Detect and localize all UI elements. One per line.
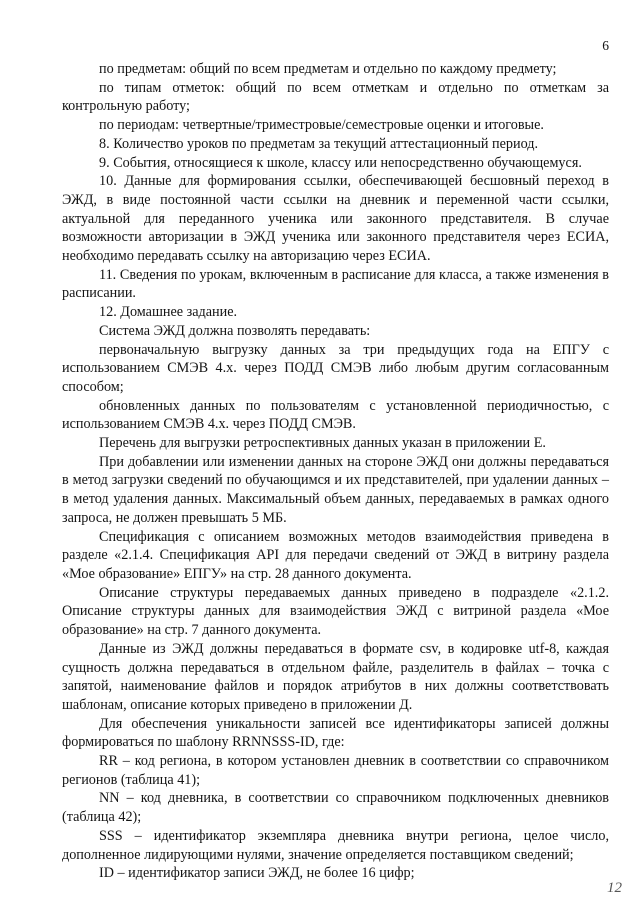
paragraph: Данные из ЭЖД должны передаваться в формате csv, в кодировке utf-8, каждая сущность должна передаваться в отдельном файле, разделитель в файлах – точка с запятой, наименование файлов и порядок атрибутов в них должны соответствовать шаблонам, описание которых приведено в приложении Д. bbox=[62, 640, 609, 713]
document-body bbox=[62, 60, 609, 883]
paragraph: RR – код региона, в котором установлен дневник в соответствии со справочником регионов (таблица 41); bbox=[62, 753, 609, 788]
paragraph: первоначальную выгрузку данных за три предыдущих года на ЕПГУ с использованием СМЭВ 4.х. через ПОДД СМЭВ либо любым другим согласованным способом; bbox=[62, 341, 609, 395]
paragraph: NN – код дневника, в соответствии со справочником подключенных дневников (таблица 42); bbox=[62, 790, 609, 826]
paragraph: по типам отметок: общий по всем отметкам и отдельно по отметкам за контрольную работу; bbox=[62, 79, 609, 115]
paragraph: ID – идентификатор записи ЭЖД, не более 16 цифр; bbox=[99, 865, 415, 882]
paragraph: Для обеспечения уникальности записей все идентификаторы записей должны формироваться по шаблону RRNNSSS-ID, где: bbox=[62, 715, 609, 751]
page-number: 6 bbox=[602, 38, 609, 53]
paragraph: 11. Сведения по урокам, включенным в расписание для класса, а также изменения в расписании. bbox=[62, 266, 609, 302]
paragraph: 12. Домашнее задание. bbox=[99, 304, 238, 321]
paragraph: по периодам: четвертные/триместровые/семестровые оценки и итоговые. bbox=[99, 117, 544, 134]
paragraph: 9. События, относящиеся к школе, классу или непосредственно обучающемуся. bbox=[99, 154, 582, 171]
paragraph: 10. Данные для формирования ссылки, обеспечивающей бесшовный переход в ЭЖД, в виде постоянной части ссылки на дневник и переменной части ссылки, актуальной для переданного ученика или законного представителя. В случае возможности авторизации в ЭЖД ученика или законного представителя через ЕСИА, необходимо передавать ссылку на авторизацию через ЕСИА. bbox=[62, 173, 609, 265]
paragraph: Система ЭЖД должна позволять передавать: bbox=[99, 322, 371, 339]
paragraph: При добавлении или изменении данных на стороне ЭЖД они должны передаваться в метод загрузки сведений по обучающимся и их представителей, при удалении данных – в метод удаления данных. Максимальный объем данных, передаваемых в рамках одного запроса, не должен превышать 5 МБ. bbox=[62, 453, 609, 526]
paragraph: по предметам: общий по всем предметам и отдельно по каждому предмету; bbox=[99, 61, 557, 77]
paragraph: 8. Количество уроков по предметам за текущий аттестационный период. bbox=[99, 135, 539, 152]
paragraph: Спецификация с описанием возможных методов взаимодействия приведена в разделе «2.1.4. Спецификация API для передачи сведений от ЭЖД в витрину раздела «Мое образование» ЕПГУ» на стр. 28 данного документа. bbox=[62, 528, 609, 582]
paragraph: Перечень для выгрузки ретроспективных данных указан в приложении Е. bbox=[99, 435, 546, 452]
handwritten-page-mark: 12 bbox=[607, 880, 622, 896]
paragraph: обновленных данных по пользователям с установленной периодичностью, с использованием СМЭВ 4.х. через ПОДД СМЭВ. bbox=[62, 397, 609, 433]
paragraph: Описание структуры передаваемых данных приведено в подразделе «2.1.2. Описание структуры данных для взаимодействия ЭЖД с витриной раздела «Мое образование» на стр. 7 данного документа. bbox=[62, 584, 609, 639]
paragraph: SSS – идентификатор экземпляра дневника внутри региона, целое число, дополненное лидирующими нулями, значение определяется поставщиком сведений; bbox=[62, 827, 609, 863]
